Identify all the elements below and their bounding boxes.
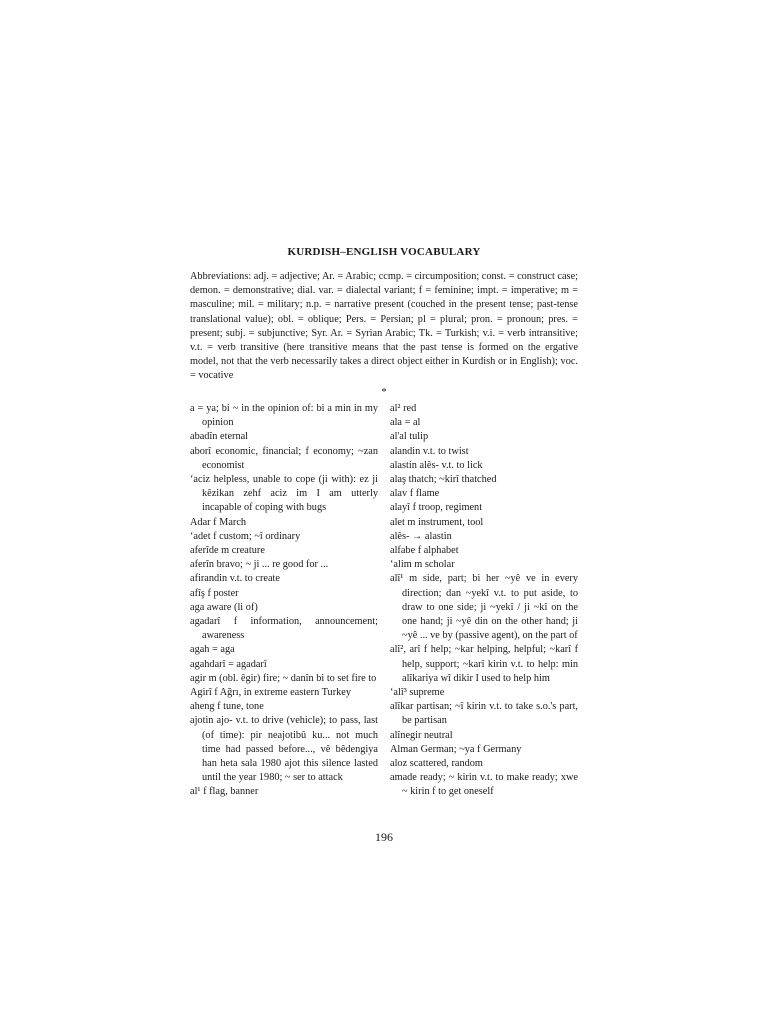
section-separator: *	[381, 386, 387, 398]
vocab-entry: agadarî f information, announcement; awareness	[190, 616, 378, 642]
right-column	[390, 402, 578, 800]
vocab-entry: agah = aga	[190, 644, 235, 656]
vocab-entry: agir m (obl. êgir) fire; ~ danîn bi to set fire to	[190, 672, 377, 684]
vocab-entry: aferîn bravo; ~ ji ... re good for ...	[190, 559, 329, 571]
dictionary-page	[190, 0, 578, 1024]
vocab-entry: Agirî f Ağrı, in extreme eastern Turkey	[190, 687, 351, 699]
vocab-entry: afîş f poster	[190, 587, 239, 599]
vocab-entry: ʻalim m scholar	[390, 559, 455, 571]
vocab-entry: aborî economic, financial; f economy; ~zan economist	[190, 445, 378, 471]
vocab-entry: ʻaciz helpless, unable to cope (ji with): ez ji kêzikan zehf aciz im I am utterly incapable of coping with bugs	[190, 474, 378, 514]
vocab-entry: alaş thatch; ~kirî thatched	[390, 474, 497, 486]
vocab-entry: alet m instrument, tool	[390, 516, 484, 528]
vocab-entry: alîkar partisan; ~î kirin v.t. to take s.o.'s part, be partisan	[390, 701, 578, 727]
vocab-entry: al'al tulip	[390, 431, 429, 443]
vocab-entry: aga aware (li of)	[190, 601, 258, 613]
vocab-entry: ajotin ajo- v.t. to drive (vehicle); to pass, last (of time): pir neajotibû ku... not much time had passed before..., vê bêdengiya han heta sala 1980 ajot this silence lasted until the year 1980; ~ ser to attack	[190, 715, 378, 784]
page-title: KURDISH–ENGLISH VOCABULARY	[287, 246, 481, 258]
abbreviations-paragraph: Abbreviations: adj. = adjective; Ar. = Arabic; ccmp. = circumposition; const. = construct case; demon. = demonstrative; dial. var. = dialectal variant; f = feminine; impt. = imperative; m = masculine; mil. = military; n.p. = narrative present (couched in the present tense; past-tense translational value); obl. = oblique; Pers. = Persian; pl = plural; pron. = pronoun; pres. = present; subj. = subjunctive; Syr. Ar. = Syrian Arabic; Tk. = Turkish; v.i. = verb intransitive; v.t. = verb transitive (here transitive means that the past tense is formed on the ergative model, not that the verb necessarily takes a direct object either in Kurdish or in English); voc. = vocative	[190, 271, 578, 382]
vocab-entry: al² red	[390, 403, 417, 414]
vocab-entry: afirandin v.t. to create	[190, 573, 280, 585]
vocab-entry: aferîde m creature	[190, 545, 265, 557]
vocab-entry: alînegir neutral	[390, 729, 453, 741]
vocab-entry: alandin v.t. to twist	[390, 445, 469, 457]
vocab-entry: amade ready; ~ kirin v.t. to make ready; xwe ~ kirin f to get oneself	[390, 772, 578, 798]
vocab-entry: Adar f March	[190, 516, 247, 528]
vocab-entry: abadîn eternal	[190, 431, 249, 443]
vocab-entry: ʻadet f custom; ~î ordinary	[190, 530, 301, 542]
vocab-entry: al¹ f flag, banner	[190, 786, 259, 798]
vocab-entry: Alman German; ~ya f Germany	[390, 743, 522, 755]
vocab-entry: aheng f tune, tone	[190, 701, 264, 713]
page-number: 196	[375, 830, 393, 844]
left-column	[190, 402, 378, 800]
vocab-entry: alî², arî f help; ~kar helping, helpful; ~karî f help, support; ~karî kirin v.t. to help: min alîkariya wî dikir I used to help him	[390, 644, 578, 684]
vocab-entry: agahdarî = agadarî	[190, 658, 267, 670]
vocab-entry: aloz scattered, random	[390, 758, 483, 770]
vocab-entry: ʻalî³ supreme	[390, 687, 445, 699]
vocab-entry: ala = al	[390, 417, 421, 429]
vocab-entry: alfabe f alphabet	[390, 545, 459, 557]
vocab-entry: alayî f troop, regiment	[390, 502, 483, 514]
vocab-entry: alî¹ m side, part; bi her ~yê ve in every direction; dan ~yekî v.t. to put aside, to draw to one side; ji ~yekî / ji ~kî on the one hand; ji ~yê din on the other hand; ji ~yê ... ve by (passive agent), on the part of	[390, 573, 578, 642]
vocab-entry: alês- → alastin	[390, 530, 452, 542]
vocab-entry: alastin alês- v.t. to lick	[390, 459, 483, 471]
vocab-entry: a = ya; bi ~ in the opinion of: bi a min in my opinion	[190, 403, 378, 429]
vocab-entry: alav f flame	[390, 488, 440, 500]
